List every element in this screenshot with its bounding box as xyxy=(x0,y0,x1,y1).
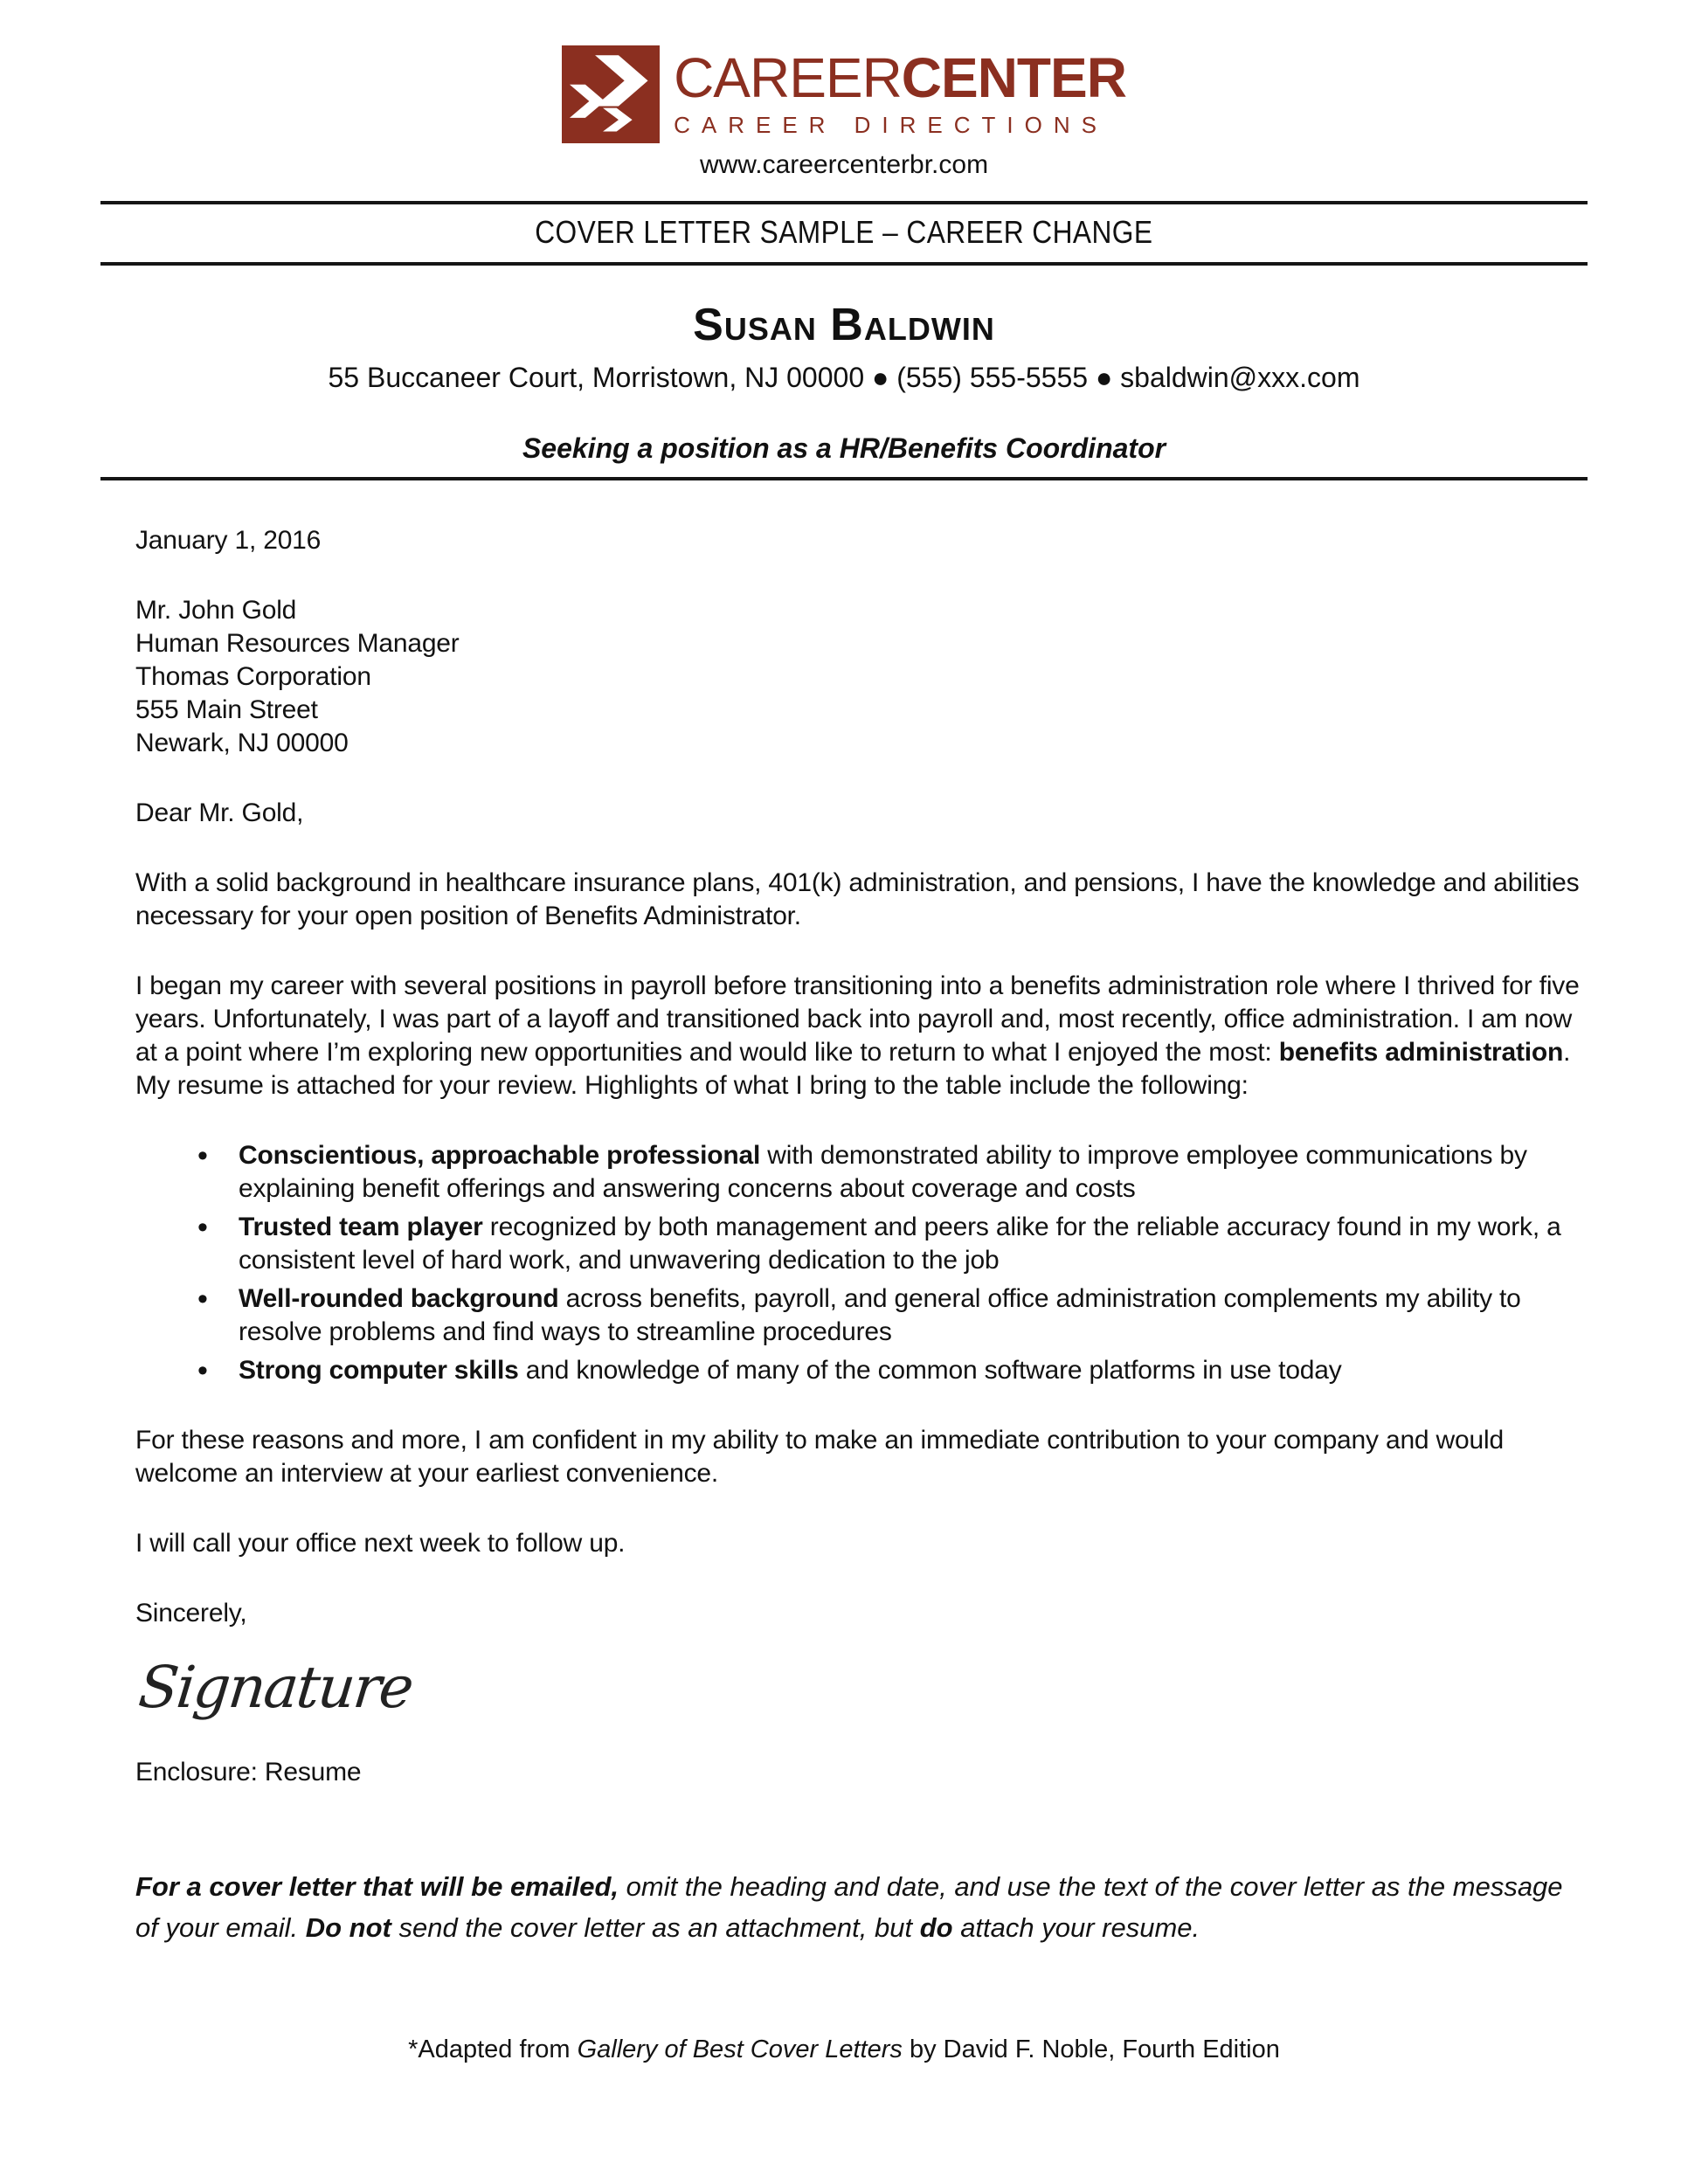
salutation: Dear Mr. Gold, xyxy=(135,798,304,827)
list-item xyxy=(194,1211,1583,1277)
date-line: January 1, 2016 xyxy=(135,526,322,555)
paragraph-text: I began my career with several positions in payroll before transitioning into a benefits administration role where I thrived for five years. Unfortunately, I was part of a layoff and transitioned back into payroll and, most recently, office administration. I am now at a point where I’m exploring new opportunities and would like to return to what I enjoyed the most: xyxy=(135,971,1580,1067)
email-note-bold: For a cover letter that will be emailed, xyxy=(135,1871,619,1902)
list-item-text: with demonstrated ability to improve employee communications by explaining benefit offerings and answering concerns about coverage and costs xyxy=(239,1141,1527,1203)
attribution-line xyxy=(0,2035,1688,2064)
divider-rule-bottom xyxy=(100,477,1588,480)
list-item-lead: Trusted team player xyxy=(239,1213,483,1241)
paragraph-career-history xyxy=(135,970,1583,1102)
recipient-line: Human Resources Manager xyxy=(135,629,460,658)
enclosure-line: Enclosure: Resume xyxy=(135,1758,362,1787)
divider-rule-mid xyxy=(100,262,1588,266)
site-url: www.careercenterbr.com xyxy=(699,150,989,179)
recipient-address xyxy=(135,594,1583,760)
paragraph-bold-text: benefits administration xyxy=(1278,1038,1564,1067)
attribution-text: *Adapted from xyxy=(408,2035,578,2063)
highlights-list xyxy=(194,1139,1583,1387)
recipient-line: Mr. John Gold xyxy=(135,596,297,625)
position-line: Seeking a position as a HR/Benefits Coordinator xyxy=(522,432,1166,464)
brand-name-bold: CENTER xyxy=(901,46,1126,109)
recipient-line: 555 Main Street xyxy=(135,695,318,724)
list-item-text: recognized by both management and peers alike for the reliable accuracy found in my work, a consistent level of hard work, and unwavering dedication to the job xyxy=(239,1213,1561,1275)
list-item-lead: Strong computer skills xyxy=(239,1356,519,1385)
email-note-text: send the cover letter as an attachment, but xyxy=(391,1912,920,1943)
paragraph-closing: For these reasons and more, I am confident in my ability to make an immediate contribution to your company and would welcome an interview at your earliest convenience. xyxy=(135,1426,1504,1488)
email-note xyxy=(135,1866,1574,1948)
page-title xyxy=(0,204,1688,262)
brand-name-light: CAREER xyxy=(674,46,902,109)
list-item-lead: Well-rounded background xyxy=(239,1284,559,1313)
contact-line: 55 Buccaneer Court, Morristown, NJ 00000 ● (555) 555-5555 ● sbaldwin@xxx.com xyxy=(328,362,1360,393)
brand-name xyxy=(674,46,1126,109)
double-chevron-right-icon xyxy=(562,45,660,143)
list-item-lead: Conscientious, approachable professional xyxy=(239,1141,761,1170)
person-name: Susan Baldwin xyxy=(693,300,995,350)
paragraph-text: . My resume is attached for your review. Highlights of what I bring to the table include the following: xyxy=(135,1038,1571,1100)
list-item-text: across benefits, payroll, and general office administration complements my ability to resolve problems and find ways to streamline procedures xyxy=(239,1284,1521,1346)
recipient-line: Thomas Corporation xyxy=(135,662,371,691)
paragraph-background: With a solid background in healthcare insurance plans, 401(k) administration, and pensions, I have the knowledge and abilities necessary for your open position of Benefits Administrator. xyxy=(135,868,1580,930)
page-title-text: COVER LETTER SAMPLE – CAREER CHANGE xyxy=(535,214,1153,250)
list-item xyxy=(194,1354,1583,1387)
list-item xyxy=(194,1282,1583,1349)
signature-script: Signature xyxy=(135,1654,416,1721)
brand-text xyxy=(674,46,1126,139)
email-note-bold: do xyxy=(919,1912,953,1943)
letter-body xyxy=(135,524,1583,1789)
recipient-line: Newark, NJ 00000 xyxy=(135,729,349,757)
paragraph-follow-up: I will call your office next week to follow up. xyxy=(135,1529,626,1558)
letterhead-logo xyxy=(0,0,1688,143)
signoff: Sincerely, xyxy=(135,1599,247,1628)
email-note-text: omit the heading and date, and use the text of the cover letter as the message of your email. xyxy=(135,1871,1563,1943)
email-note-bold: Do not xyxy=(305,1912,391,1943)
attribution-book-title: Gallery of Best Cover Letters xyxy=(577,2035,903,2063)
brand-tagline: CAREER DIRECTIONS xyxy=(674,112,1108,138)
list-item-text: and knowledge of many of the common software platforms in use today xyxy=(518,1356,1342,1385)
attribution-text: by David F. Noble, Fourth Edition xyxy=(902,2035,1280,2063)
email-note-text: attach your resume. xyxy=(952,1912,1200,1943)
list-item xyxy=(194,1139,1583,1206)
